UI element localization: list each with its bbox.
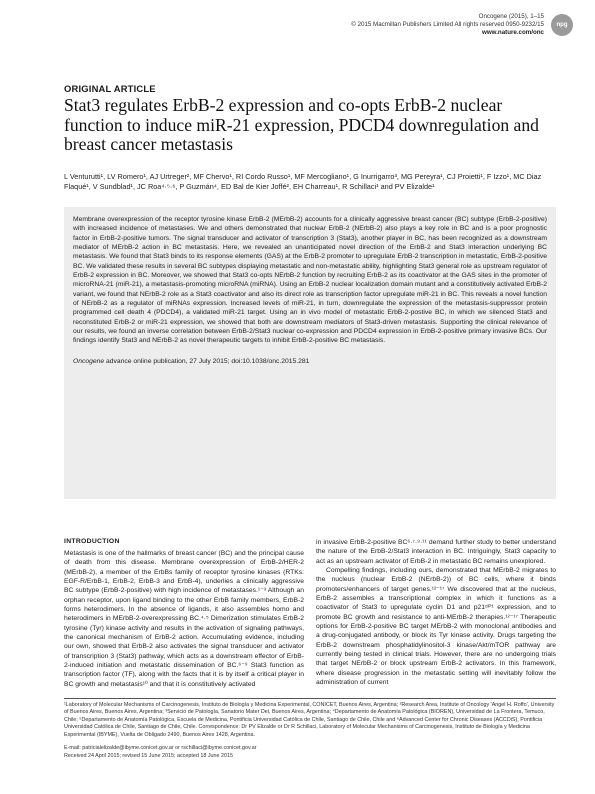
copyright-line: © 2015 Macmillan Publishers Limited All rights reserved 0950-9232/15 [351, 21, 544, 29]
received-dates: Received 24 April 2015; revised 15 June 2015; accepted 18 June 2015 [64, 753, 234, 759]
correspondence-email[interactable]: E-mail: patricialelizalde@ibyme.conicet.gov.ar or rschillaci@ibyme.conicet.gov.ar [64, 745, 257, 751]
paragraph: Compelling findings, including ours, demonstrated that MErbB-2 migrates to the nucleus (nuclear ErbB-2 (NErbB-2)) of BC cells, where it binds promoters/enhancers of target genes.¹²⁻¹⁷ We discovered that at the nucleus, ErbB-2 assembles a transcriptional complex in which it functions as a coactivator of Stat3 to upregulate cyclin D1 and p21ᶜᴵᴾ¹ expression, and to promote BC growth and resistance to anti-MErbB-2 therapies.¹²⁻¹⁷ Therapeutic options for ErbB-2-positive BC target MErbB-2 with monoclonal antibodies and a drug-conjugated antibody, or block its Tyr kinase activity. Drugs targeting the ErbB-2 downstream phosphatidylinositol-3 kinase/Akt/mTOR pathway are currently being tested in clinical trials. However, there are no undergoing trials that target NErbB-2 or block upstream ErbB-2 activators. In this framework, where disease progression in the metastatic setting will inevitably follow the administration of current [316, 567, 556, 687]
section-heading-introduction: INTRODUCTION [64, 538, 120, 545]
abstract-box [64, 207, 556, 499]
journal-name: Oncogene [73, 357, 105, 365]
body-column-right [316, 538, 556, 688]
abstract-text: Membrane overexpression of the receptor tyrosine kinase ErbB-2 (MErbB-2) accounts for a clinically aggressive breast cancer (BC) subtype (ErbB-2-positive) with increased incidence of metastases. We and others demonstrated that nuclear ErbB-2 (NErbB-2) also plays a key role in BC and is a poor prognostic factor in ErbB-2-positive tumors. The signal transducer and activator of transcription 3 (Stat3), another player in BC, has been recognized as a downstream mediator of MErbB-2 action in BC metastasis. Here, we revealed an unanticipated novel direction of the ErbB-2 and Stat3 interaction underlying BC metastasis. We found that Stat3 binds to its response elements (GAS) at the ErbB-2 promoter to upregulate ErbB-2 transcription in metastatic, ErbB-2-positive BC. We validated these results in several BC subtypes displaying metastatic and non-metastatic ability, highlighting Stat3 general role as upstream regulator of ErbB-2 expression in BC. Moreover, we showed that Stat3 co-opts NErbB-2 function by recruiting ErbB-2 as its coactivator at the GAS sites in the promoter of microRNA-21 (miR-21), a metastasis-promoting microRNA (miRNA). Using an ErbB-2 nuclear localization domain mutant and a constitutively activated ErbB-2 variant, we found that NErbB-2 role as a Stat3 coactivator and also its direct role as transcription factor upregulate miR-21 in BC. This reveals a novel function of NErbB-2 as a regulator of miRNAs expression. Increased levels of miR-21, in turn, downregulate the expression of the metastasis-suppressor protein programmed cell death 4 (PDCD4), a validated miR-21 target. Using an in vivo model of metastatic ErbB-2-postive BC, in which we silenced Stat3 and reconstituted ErbB-2 or miR-21 expression, we showed that both are downstream mediators of Stat3-driven metastasis. Supporting the clinical relevance of our results, we found an inverse correlation between ErbB-2/Stat3 nuclear co-expression and PDCD4 expression in ErbB-2-positive primary invasive BCs. Our findings identify Stat3 and NErbB-2 as novel therapeutic targets to inhibit ErbB-2-positive BC metastasis. [73, 216, 547, 345]
npg-logo: npg [551, 14, 573, 36]
affiliations: ¹Laboratory of Molecular Mechanisms of Carcinogenesis, Instituto de Biología y Medicina Experimental, CONICET, Buenos Aires, Argentina; ²Research Area, Institute of Oncology 'Angel H. Roffo', University of Buenos Aires, Buenos Aires, Argentina; ³Servicio de Patología, Sanatorio Mater Dei, Buenos Aires, Argentina; ⁴Departamento de Anatomía Patológica (BIOREN), Universidad de La Frontera, Temuco, Chile; ⁵Departamento de Anatomía Patológica, Escuela de Medicina, Pontificia Universidad Católica de Chile, Santiago de Chile, Chile and ⁶Advanced Center for Chronic Diseases (ACCDiS), Pontificia Universidad Católica de Chile, Santiago de Chile, Chile. Correspondence: Dr PV Elizalde or Dr R Schillaci, Laboratory of Molecular Mechanisms of Carcinogenesis, Instituto de Biología y Medicina Experimental (IBYME), Vuelta de Obligado 2490, Buenos Aires 1428, Argentina. [64, 702, 555, 738]
article-type: ORIGINAL ARTICLE [64, 83, 156, 94]
paragraph: in invasive ErbB-2-positive BC⁶·⁷·⁹·¹¹ demand further study to better understand the nature of the ErbB-2/Stat3 interaction in BC. Intriguingly, Stat3 capacity to act as an upstream activator of ErbB-2 in metastatic BC remains unexplored. [316, 539, 556, 565]
journal-header [351, 13, 544, 38]
paragraph: Metastasis is one of the hallmarks of breast cancer (BC) and the principal cause of death from this disease. Membrane overexpression of ErbB-2/HER-2 (MErbB-2), a member of the ErbBs family of receptor tyrosine kinases (RTKs: EGF-R/ErbB-1, ErbB-2, ErbB-3 and ErbB-4), underlies a clinically aggressive BC subtype (ErbB-2-positive) with high incidence of metastases.¹⁻³ Although an orphan receptor, upon ligand binding to the other ErbB family members, ErbB-2 forms heterodimers. In the absence of ligands, it also assembles homo and heterodimers in MErbB-2-overexpressing BC.⁴·⁵ Dimerization stimulates ErbB-2 tyrosine (Tyr) kinase activity and results in the activation of signaling pathways, the canonical mechanism of ErbB-2 action. Accumulating evidence, including our own, showed that ErbB-2 also activates the signal transducer and activator of transcription 3 (Stat3) pathway, which acts as a downstream effector of ErbB-2-induced initiation and metastatic dissemination of BC.⁶⁻⁹ Stat3 function as transcription factor (TF), along with the facts that it is by itself a critical player in BC growth and metastasis¹⁰ and that it is constitutively activated [64, 550, 304, 688]
article-title: Stat3 regulates ErbB-2 expression and co-opts ErbB-2 nuclear function to induce miR-21 expression, PDCD4 downregulation and breast cancer metastasis [64, 95, 539, 155]
journal-url[interactable]: www.nature.com/onc [482, 29, 544, 37]
footnote-divider [64, 698, 556, 699]
body-column-left [64, 549, 304, 689]
publication-info [73, 357, 547, 366]
publication-date-doi: advance online publication, 27 July 2015; doi:10.1038/onc.2015.281 [104, 357, 310, 365]
author-list: L Venturutti¹, LV Romero¹, AJ Urtreger², MF Chervo¹, RI Cordo Russo¹, MF Mercogliano¹, G Inurrigarro³, MG Pereyra¹, CJ Proietti¹, F Izzo¹, MC Diaz Flaqué¹, V Sundblad¹, JC Roa⁴·⁵·⁶, P Guzmán⁴, ED Bal de Kier Joffé², EH Charreau¹, R Schillaci¹ and PV Elizalde¹ [64, 172, 542, 191]
journal-citation: Oncogene (2015), 1–15 [478, 13, 544, 20]
